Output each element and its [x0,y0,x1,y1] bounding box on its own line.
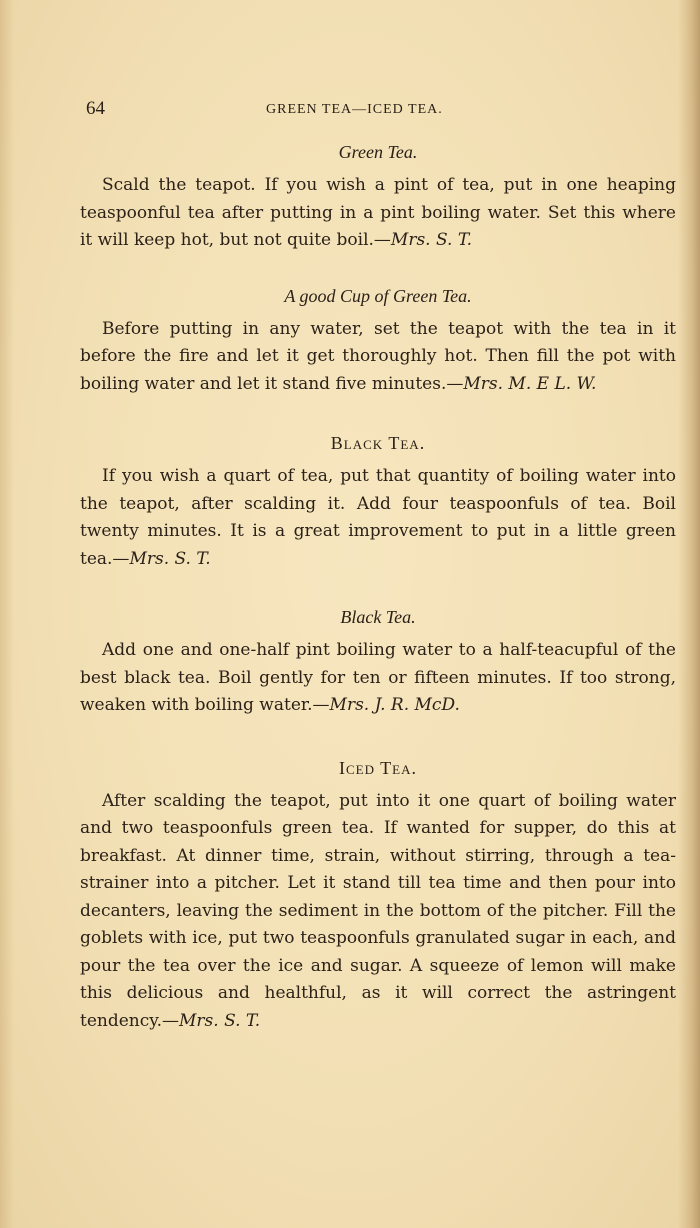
recipe-body [80,172,676,255]
recipe-text: Before putting in any water, set the teapot with the tea in it before the fire and let it get thoroughly hot. Then fill the pot with boiling water and let it stand five minutes.— [80,318,676,394]
page-edge-right [678,0,700,1228]
recipe-body [80,788,676,1036]
spacer [80,398,676,429]
recipe-iced-tea [80,754,676,1036]
recipe-title: Black Tea. [330,433,426,453]
recipe-black-tea-1 [80,429,676,573]
recipe-title: A good Cup of Green Tea. [284,285,472,306]
recipe-body [80,316,676,399]
recipe-title: Green Tea. [338,142,418,162]
recipe-text: Scald the teapot. If you wish a pint of tea, put in one heaping teaspoonful tea after putting in a pint boiling water. Set this where it will keep hot, but not quite boil.— [80,175,676,250]
recipe-author: Mrs. S. T. [129,548,211,569]
recipe-author: Mrs. S. T. [390,230,473,250]
page-header [86,98,676,122]
recipe-title: Iced Tea. [339,757,417,778]
page-number: 64 [86,98,105,119]
recipe-green-tea [80,138,676,255]
recipe-body [80,637,676,720]
recipe-title: Black Tea. [340,607,416,627]
recipe-text: Add one and one-half pint boiling water to a half-teacupful of the best black tea. Boil gently for ten or fifteen minutes. If too strong, weaken with boiling water.— [80,640,676,715]
recipe-text: After scalding the teapot, put into it one quart of boiling water and two teaspoonfuls green tea. If wanted for supper, do this at breakfast. At dinner time, strain, without stirring, through a tea-strainer into a pitcher. Let it stand till tea time and then pour into decanters, leaving the sediment in the bottom of the pitcher. Fill the goblets with ice, put two teaspoonfuls granulated sugar in each, and pour the tea over the ice and sugar. A squeeze of lemon will make this delicious and healthful, as it will correct the astringent tendency.— [80,790,676,1031]
recipe-good-cup-green-tea [80,282,676,399]
spacer [80,255,676,282]
recipe-black-tea-2 [80,603,676,720]
recipe-body [80,463,676,573]
recipe-author: Mrs. S. T. [179,1010,261,1031]
recipe-author: Mrs. J. R. McD. [329,695,460,715]
spacer [80,720,676,754]
page-edge-left [0,0,14,1228]
running-head: GREEN TEA—ICED TEA. [266,102,443,117]
recipe-text: If you wish a quart of tea, put that quantity of boiling water into the teapot, after scalding it. Add four teaspoonfuls of tea. Boil twenty minutes. It is a great improvement to put in a little green tea.— [80,466,676,569]
spacer [80,573,676,603]
page-content [80,138,676,1035]
recipe-author: Mrs. M. E L. W. [463,373,597,394]
